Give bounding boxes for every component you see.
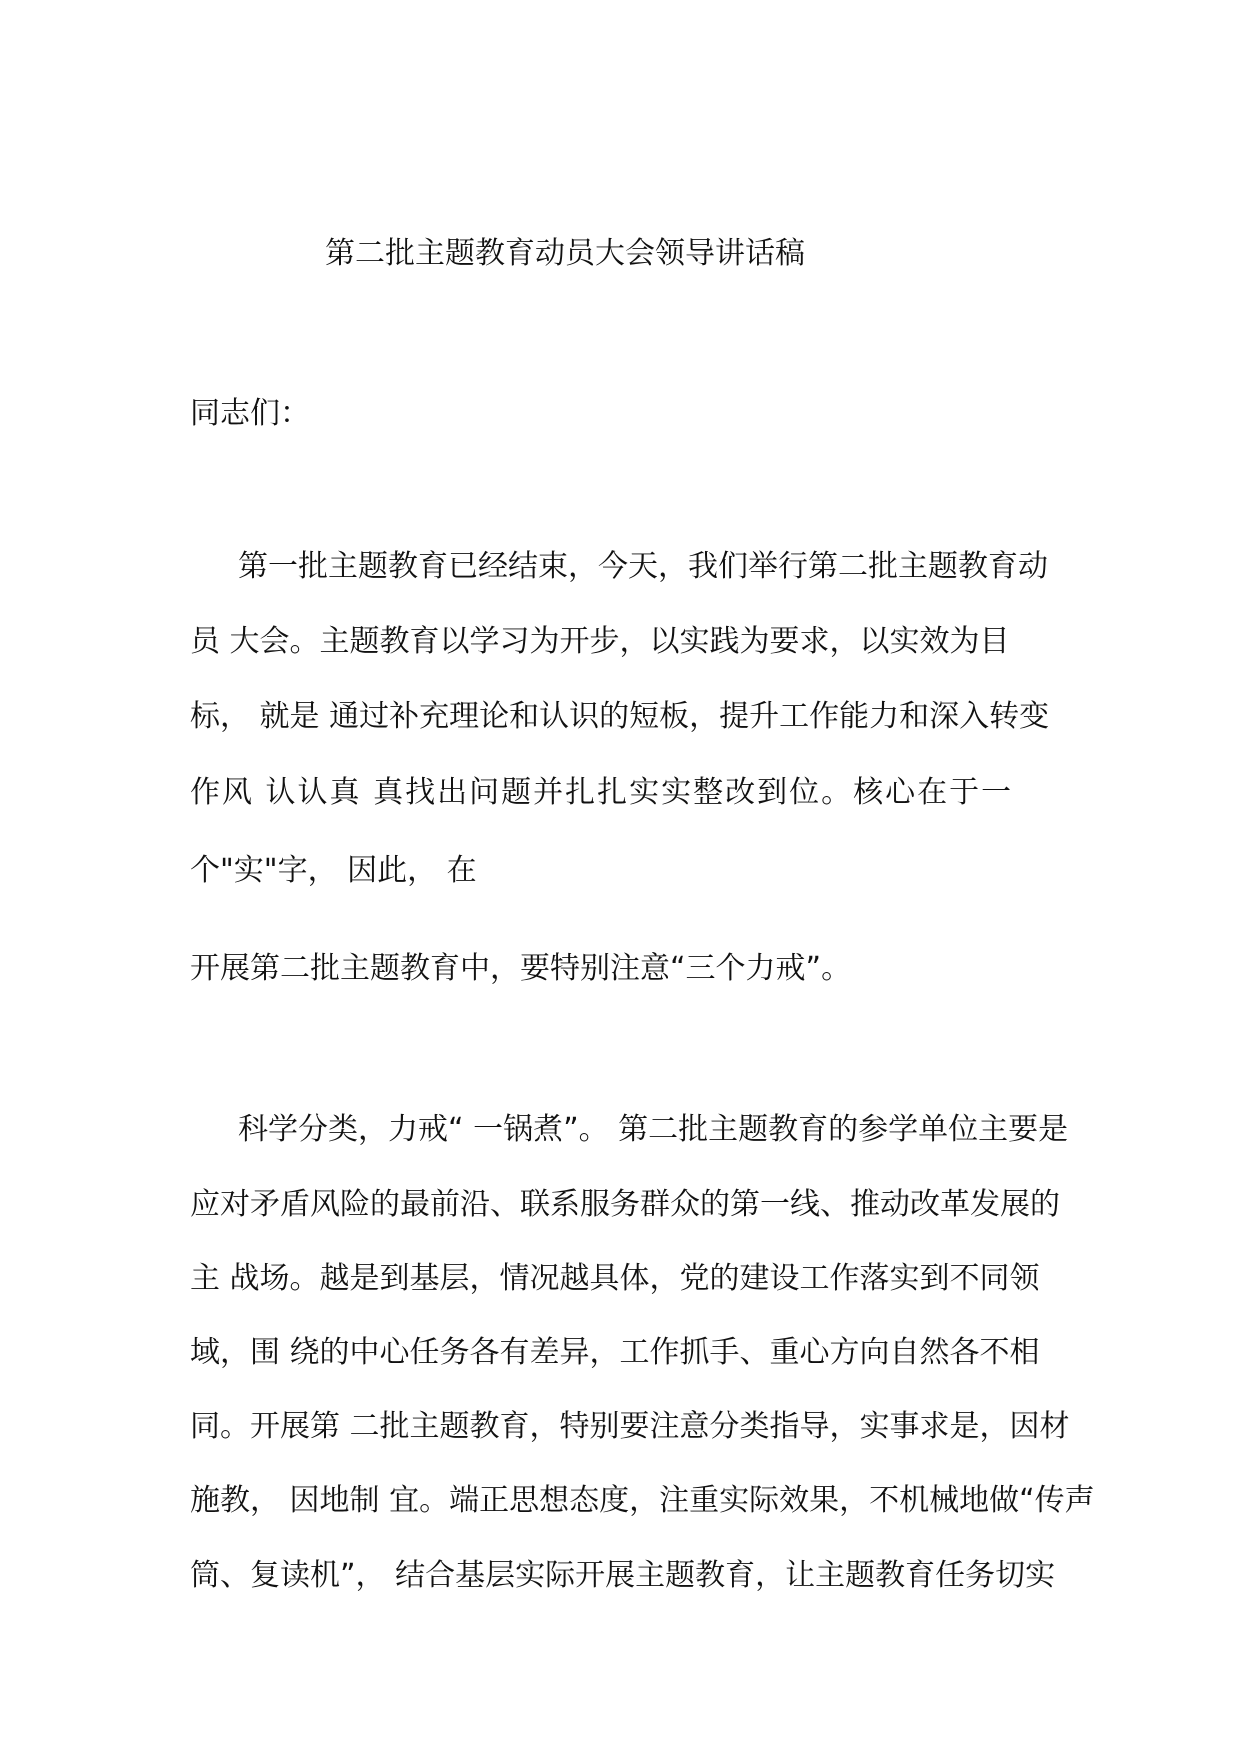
paragraph2-line7: 筒、复读机”， 结合基层实际开展主题教育，让主题教育任务切实	[190, 1558, 1056, 1593]
salutation: 同志们：	[190, 396, 310, 431]
paragraph2-line5: 同。开展第 二批主题教育，特别要注意分类指导，实事求是，因材	[190, 1409, 1070, 1444]
paragraph2-line1: 科学分类，力戒“ 一锅煮”。 第二批主题教育的参学单位主要是	[238, 1112, 1069, 1147]
paragraph2-line2: 应对矛盾风险的最前沿、联系服务群众的第一线、推动改革发展的	[190, 1187, 1060, 1222]
paragraph1-line5: 个"实"字， 因此， 在	[190, 853, 477, 888]
paragraph1-line2: 员 大会。主题教育以学习为开步，以实践为要求，以实效为目	[190, 624, 1010, 659]
paragraph1-line1: 第一批主题教育已经结束，今天，我们举行第二批主题教育动	[238, 549, 1048, 584]
paragraph2-line6: 施教， 因地制 宜。端正思想态度，注重实际效果，不机械地做“传声	[190, 1483, 1095, 1518]
paragraph1-line6: 开展第二批主题教育中，要特别注意“三个力戒”。	[190, 951, 852, 986]
paragraph2-line3: 主 战场。越是到基层，情况越具体，党的建设工作落实到不同领	[190, 1261, 1040, 1296]
paragraph2-line4: 域，围 绕的中心任务各有差异，工作抓手、重心方向自然各不相	[190, 1335, 1040, 1370]
paragraph1-line3: 标， 就是 通过补充理论和认识的短板，提升工作能力和深入转变	[190, 699, 1050, 734]
paragraph1-line4: 作风 认认真 真找出问题并扎扎实实整改到位。核心在于一	[190, 775, 1014, 810]
document-title: 第二批主题教育动员大会领导讲话稿	[325, 236, 805, 271]
